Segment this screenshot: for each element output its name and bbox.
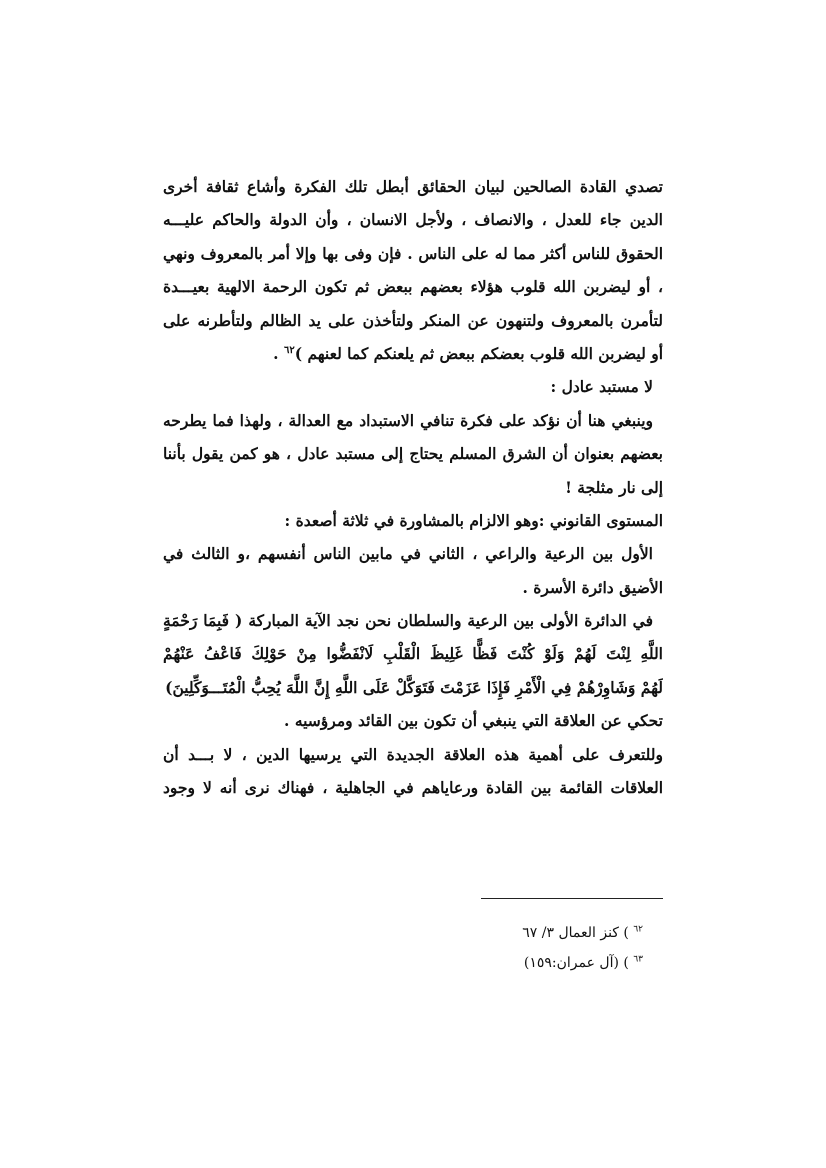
footnote-ref[interactable]: ٦٢: [283, 344, 295, 356]
footnote-item: [163, 948, 663, 978]
text-line: تحكي عن العلاقة التي ينبغي أن تكون بين القائد ومرؤسيه .: [284, 711, 663, 731]
text-line: إلى نار مثلجة !: [565, 477, 663, 497]
text-line: الحقوق للناس أكثر مما له على الناس . فإن وفى بها وإلا أمر بالمعروف ونهي: [163, 243, 663, 263]
text-line: الأضيق دائرة الأسرة .: [522, 577, 663, 597]
text-line-with-footnote-ref: [163, 337, 663, 370]
quran-verse-line: لَهُمْ وَشَاوِرْهُمْ فِي الْأَمْرِ فَإِذَا عَزَمْتَ فَتَوَكَّلْ عَلَى اللَّهِ إِنَّ اللَّهَ يُحِبُّ الْمُتَـــوَكِّلِينَ): [165, 677, 663, 697]
footnote-number: ٦٣: [633, 954, 643, 965]
footnotes: [163, 918, 663, 978]
footnote-item: [163, 918, 663, 948]
text-line: في الدائرة الأولى بين الرعية والسلطان نحن نجد الآية المباركة ( فَبِمَا رَحْمَةٍ: [163, 611, 653, 631]
quran-verse-line: اللَّهِ لِنْتَ لَهُمْ وَلَوْ كُنْتَ فَظًّا غَلِيظَ الْقَلْبِ لَانْفَضُّوا مِنْ حَوْلِكَ فَاعْفُ عَنْهُمْ: [163, 644, 663, 664]
text-line: العلاقات القائمة بين القادة ورعاياهم في الجاهلية ، فهناك نرى أنه لا وجود: [163, 778, 663, 798]
body-text: [163, 170, 663, 804]
footnote-number: ٦٢: [633, 924, 643, 935]
text-line: وللتعرف على أهمية هذه العلاقة الجديدة التي يرسيها الدين ، لا بـــد أن: [163, 744, 663, 764]
footnote-text: ) كنز العمال ٣/ ٦٧: [522, 925, 629, 941]
text-line: لتأمرن بالمعروف ولتنهون عن المنكر ولتأخذن على يد الظالم ولتأطرنه على: [163, 310, 663, 330]
text-line: تصدي القادة الصالحين لبيان الحقائق أبطل تلك الفكرة وأشاع ثقافة أخرى: [163, 177, 663, 196]
text-line: الأول بين الرعية والراعي ، الثاني في مابين الناس أنفسهم ،و الثالث في: [163, 544, 653, 564]
text-line: ، أو ليضربن الله قلوب هؤلاء بعضهم ببعض ثم تكون الرحمة الالهية بعيـــدة: [163, 277, 663, 297]
text-line-tail: .: [273, 343, 284, 363]
text-line: بعضهم بعنوان أن الشرق المسلم يحتاج إلى مستبد عادل ، هو كمن يقول بأننا: [163, 444, 663, 464]
section-heading: لا مستبد عادل :: [550, 377, 653, 397]
text-line: المستوى القانوني :وهو الالزام بالمشاورة في ثلاثة أصعدة :: [284, 510, 663, 530]
text-line: الدين جاء للعدل ، والانصاف ، ولأجل الانسان ، وأن الدولة والحاكم عليـــه: [163, 210, 663, 230]
text-line: أو ليضربن الله قلوب بعضكم ببعض ثم يلعنكم كما لعنهم ): [294, 343, 663, 363]
quran-verse-line-with-footnote-ref: [163, 671, 663, 704]
text-line: وينبغي هنا أن نؤكد على فكرة تنافي الاستبداد مع العدالة ، ولهذا فما يطرحه: [163, 410, 653, 430]
footnote-divider: [481, 898, 663, 899]
footnote-text: ) (آل عمران:١٥٩): [523, 955, 629, 971]
